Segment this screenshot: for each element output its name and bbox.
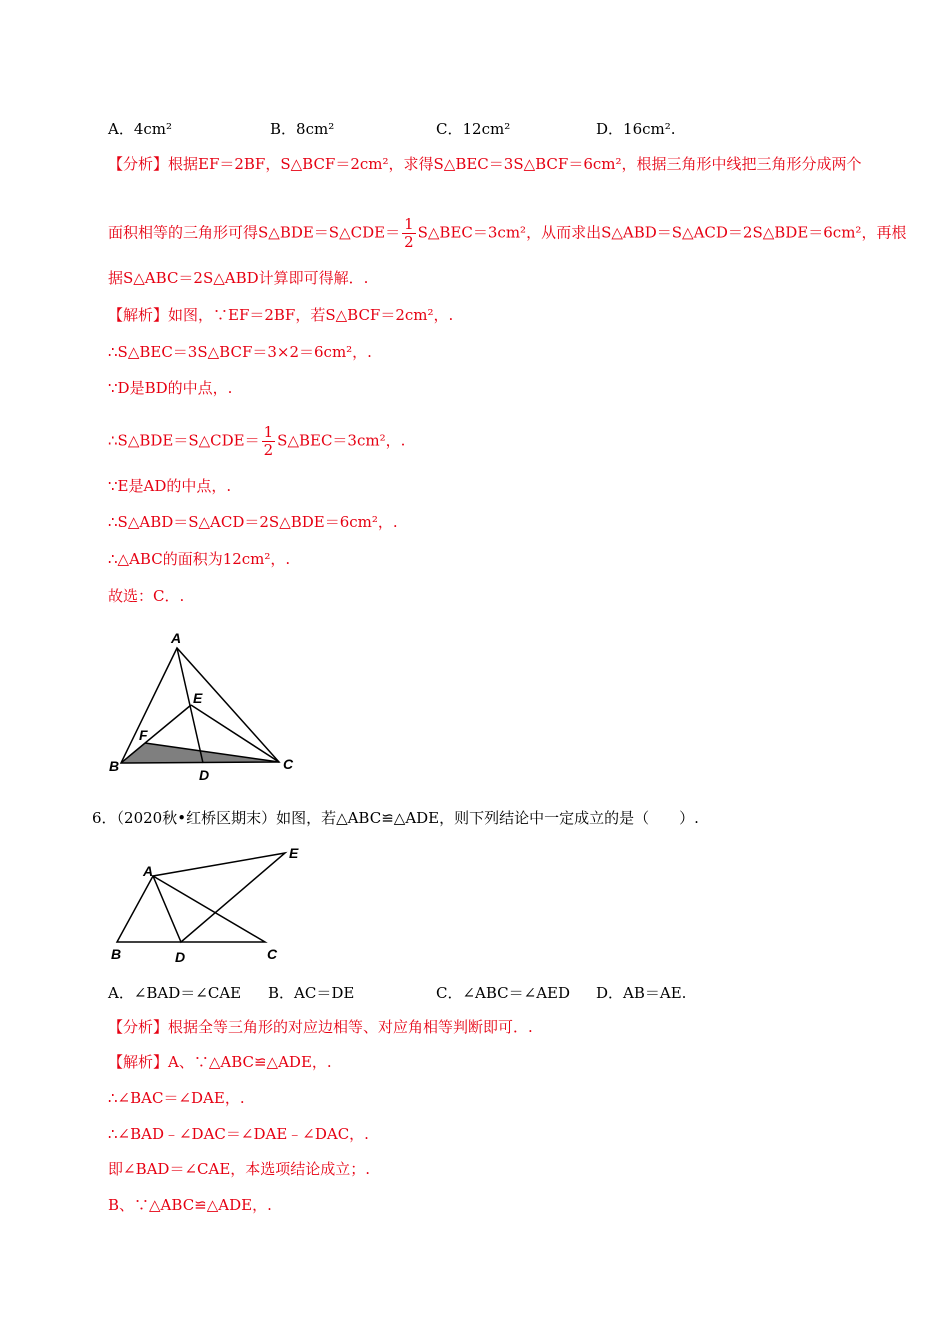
label-b: B	[109, 758, 120, 774]
triangle-abc	[117, 876, 265, 942]
label-d: D	[199, 767, 210, 783]
q6-triangle-figure	[105, 838, 320, 968]
q5-option-c: C．12cm²	[436, 120, 511, 138]
q5-solution-line-5: ∵E是AD的中点，.	[108, 477, 232, 495]
q5-analysis-line-1: 【分析】根据EF＝2BF，S△BCF＝2cm²，求得S△BEC＝3S△BCF＝6cm²，根据三角形中线把三角形分成两个	[108, 155, 862, 173]
label-d: D	[175, 949, 186, 965]
q5-option-d: D．16cm².	[596, 120, 676, 138]
q6-analysis: 【分析】根据全等三角形的对应边相等、对应角相等判断即可．.	[108, 1018, 533, 1036]
fraction-denominator: 2	[404, 233, 414, 251]
label-c: C	[283, 756, 294, 772]
q6-option-c: C．∠ABC＝∠AED	[436, 984, 571, 1002]
label-b: B	[111, 946, 122, 962]
q5-triangle-figure	[105, 628, 305, 788]
label-e: E	[289, 845, 299, 861]
label-a: A	[171, 630, 182, 646]
q5-solution-line-3: ∵D是BD的中点，.	[108, 379, 233, 397]
fraction-half	[402, 216, 416, 251]
q6-option-a: A．∠BAD＝∠CAE	[108, 984, 242, 1002]
q5-answer: 故选：C．.	[108, 587, 185, 605]
label-f: F	[139, 727, 148, 743]
q6-solution-line-5: B、∵△ABC≌△ADE，.	[108, 1196, 272, 1214]
q5-solution-line-4-a: ∴S△BDE＝S△CDE＝	[108, 431, 260, 450]
q6-solution-line-4: 即∠BAD＝∠CAE，本选项结论成立；.	[108, 1160, 371, 1178]
label-a: A	[143, 863, 154, 879]
fraction-numerator: 1	[404, 215, 414, 233]
q6-solution-line-1: 【解析】A、∵△ABC≌△ADE，.	[108, 1053, 332, 1071]
q5-analysis-line-2-b: S△BEC＝3cm²，从而求出S△ABD＝S△ACD＝2S△BDE＝6cm²，再根	[417, 223, 907, 242]
q5-option-a: A．4cm²	[108, 120, 173, 138]
q6-stem: 6．（2020秋•红桥区期末）如图，若△ABC≌△ADE，则下列结论中一定成立的是（ ）.	[92, 809, 699, 827]
q5-analysis-line-2	[108, 216, 906, 251]
label-e: E	[193, 690, 203, 706]
q5-solution-line-1: 【解析】如图，∵EF＝2BF，若S△BCF＝2cm²，.	[108, 306, 454, 324]
fraction-numerator: 1	[263, 423, 274, 441]
q5-solution-line-2: ∴S△BEC＝3S△BCF＝3×2＝6cm²，.	[108, 343, 372, 361]
q5-solution-line-6: ∴S△ABD＝S△ACD＝2S△BDE＝6cm²，.	[108, 513, 398, 531]
q6-option-d: D．AB＝AE.	[596, 984, 687, 1002]
q5-analysis-line-2-a: 面积相等的三角形可得S△BDE＝S△CDE＝	[108, 223, 401, 242]
q5-solution-line-4	[108, 424, 405, 459]
label-c: C	[267, 946, 278, 962]
triangle-ade	[153, 853, 285, 942]
q5-solution-line-7: ∴△ABC的面积为12cm²，.	[108, 550, 291, 568]
q6-solution-line-3: ∴∠BAD﹣∠DAC＝∠DAE﹣∠DAC，.	[108, 1125, 369, 1143]
q5-option-b: B．8cm²	[270, 120, 335, 138]
q6-solution-line-2: ∴∠BAC＝∠DAE，.	[108, 1089, 245, 1107]
fraction-denominator: 2	[263, 441, 274, 459]
q6-option-b: B．AC＝DE	[268, 984, 355, 1002]
q5-analysis-line-3: 据S△ABC＝2S△ABD计算即可得解．.	[108, 269, 369, 287]
fraction-half	[262, 424, 276, 459]
q5-solution-line-4-b: S△BEC＝3cm²，.	[277, 431, 406, 450]
